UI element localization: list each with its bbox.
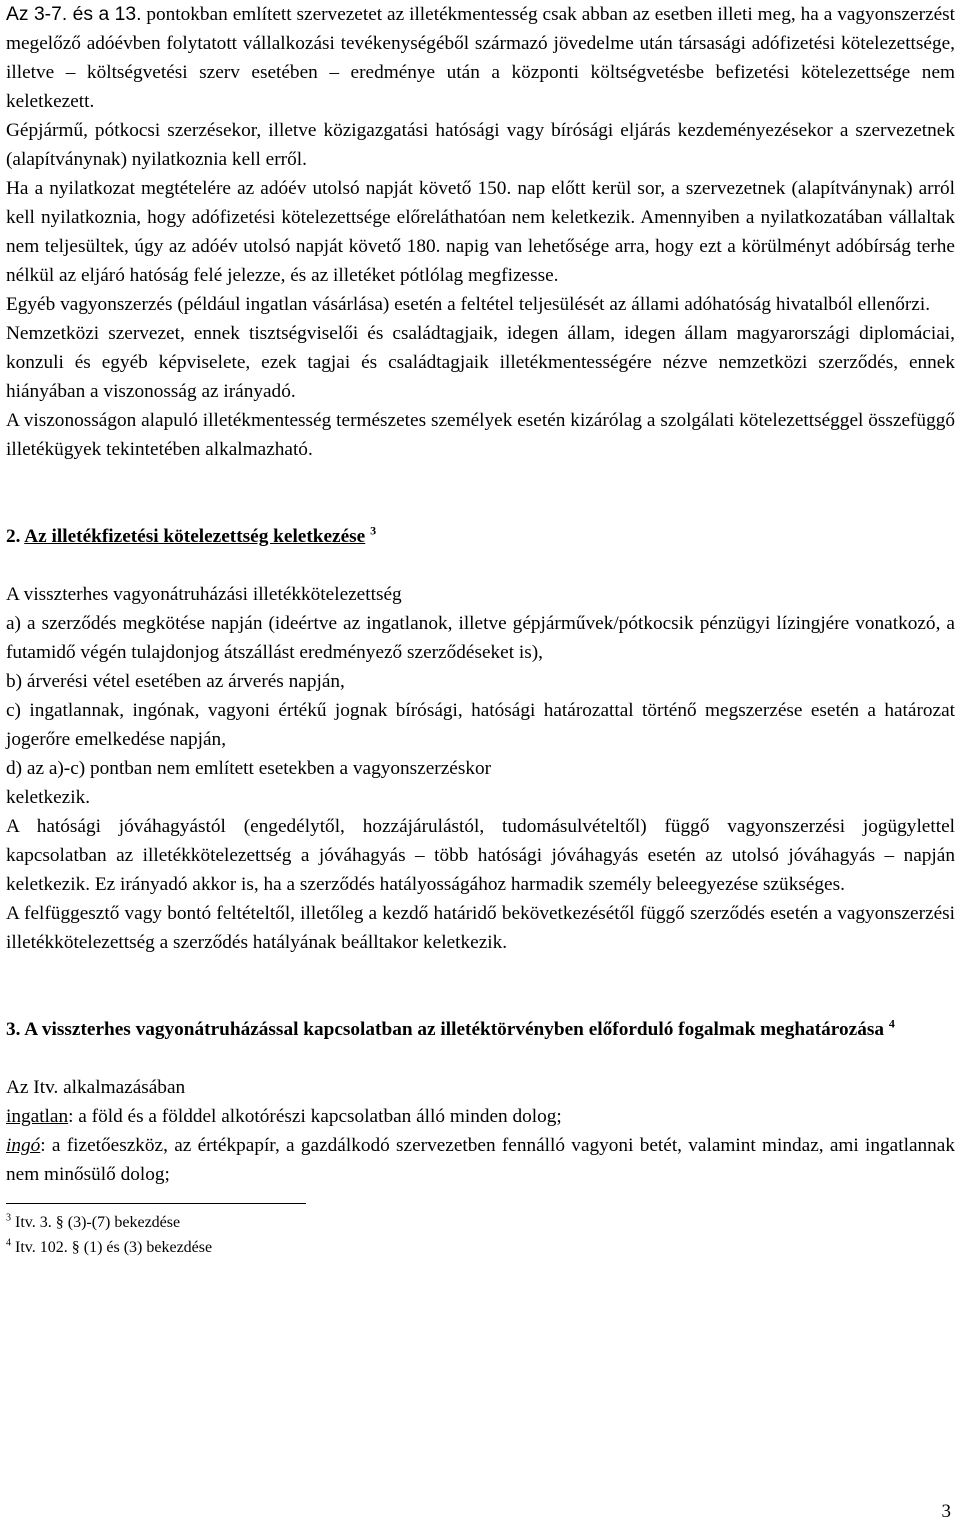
term-ingo: ingó [6,1135,41,1156]
paragraph-other-acquisition: Egyéb vagyonszerzés (például ingatlan vásárlása) esetén a feltétel teljesülését az állami adóhatóság hivatalból ellenőrzi. [6,294,931,315]
footnote-4-number: 4 [6,1237,11,1249]
section-3-lead: Az Itv. alkalmazásában [6,1077,186,1098]
paragraph-vehicle: Gépjármű, pótkocsi szerzésekor, illetve közigazgatási hatósági vagy bírósági eljárás kezdeményezésekor a szervezetnek (alapítványnak) nyilatkoznia kell erről. [6,120,955,170]
list-tail: keletkezik. [6,787,91,808]
term-ingatlan: ingatlan [6,1106,69,1127]
footnote-3-number: 3 [6,1212,11,1224]
footnote-ref-3[interactable]: 3 [370,523,377,538]
footnote-divider [6,1203,306,1204]
spacer [6,957,955,1015]
footnote-3 [6,1210,955,1235]
document-page [6,0,955,1533]
list-item-d: d) az a)-c) pontban nem említett esetekben a vagyonszerzéskor [6,758,492,779]
page-number: 3 [941,1501,951,1522]
section-2-title: Az illetékfizetési kötelezettség keletkezése [24,526,366,547]
list-item-c: c) ingatlannak, ingónak, vagyoni értékű jognak bírósági, hatósági határozattal történő megszerzése esetén a határozat jogerőre emelkedése napján, [6,700,955,750]
paragraph-international: Nemzetközi szervezet, ennek tisztségviselői és családtagjaik, idegen állam, idegen állam magyarországi diplomáciai, konzuli és egyéb képviselete, ezek tagjai és családtagjaik illetékmentességére nézve nemzetközi szerződés, ennek hiányában a viszonosság az irányadó. [6,323,955,402]
definition-ingo [6,1131,955,1189]
definition-ingatlan [6,1102,955,1131]
intro-prefix: Az 3-7. és a 13. [6,4,142,25]
list-item-a: a) a szerződés megkötése napján (ideértve az ingatlanok, illetve gépjárművek/pótkocsik pénzügyi lízingjére vonatkozó, a futamidő végén tulajdonjog átszállást eredményező szerződéseket is), [6,613,955,663]
paragraph-intro [6,0,955,116]
section-2-number: 2. [6,526,21,547]
footnote-ref-4[interactable]: 4 [888,1016,895,1031]
spacer [6,551,955,580]
section-3-heading [6,1015,955,1044]
paragraph-reciprocity: A viszonosságon alapuló illetékmentesség természetes személyek esetén kizárólag a szolgálati kötelezettséggel összefüggő illetékügyek tekintetében alkalmazható. [6,410,955,460]
footnote-3-text: Itv. 3. § (3)-(7) bekezdése [11,1214,181,1231]
paragraph-declaration: Ha a nyilatkozat megtételére az adóév utolsó napját követő 150. nap előtt kerül sor, a szervezetnek (alapítványnak) arról kell nyilatkoznia, hogy adófizetési kötelezettsége előreláthatóan nem keletkezik. Amennyiben a nyilatkozatában vállaltak nem teljesültek, úgy az adóév utolsó napját követő 180. napig van lehetősége arra, hogy ezt a körülményt adóbírság terhe nélkül az eljáró hatóság felé jelezze, és az illetéket pótlólag megfizesse. [6,178,955,286]
footnote-4 [6,1235,955,1260]
list-item-b: b) árverési vétel esetében az árverés napján, [6,671,345,692]
section-2-heading [6,522,955,551]
footnote-4-text: Itv. 102. § (1) és (3) bekezdése [11,1239,213,1256]
spacer [6,1044,955,1073]
section-3-title: 3. A visszterhes vagyonátruházással kapcsolatban az illetéktörvényben előforduló fogalmak meghatározása [6,1019,884,1040]
section-2-lead: A visszterhes vagyonátruházási illetékkötelezettség [6,584,402,605]
definition-ingo-text: : a fizetőeszköz, az értékpapír, a gazdálkodó szervezetben fennálló vagyoni betét, valamint mindaz, ami ingatlannak nem minősülő dolog; [6,1135,955,1185]
definition-ingatlan-text: : a föld és a földdel alkotórészi kapcsolatban álló minden dolog; [68,1106,562,1127]
paragraph-approval: A hatósági jóváhagyástól (engedélytől, hozzájárulástól, tudomásulvételtől) függő vagyonszerzési jogügylettel kapcsolatban az illetékkötelezettség a jóváhagyás – több hatósági jóváhagyás esetén az utolsó jóváhagyás – napján keletkezik. Ez irányadó akkor is, ha a szerződés hatályosságához harmadik személy beleegyezése szükséges. [6,816,955,895]
intro-rest: pontokban említett szervezetet az illetékmentesség csak abban az esetben illeti meg, ha a vagyonszerzést megelőző adóévben folytatott vállalkozási tevékenységéből származó jövedelme után társasági adófizetési kötelezettsége, illetve – költségvetési szerv esetében – eredménye után a központi költségvetésbe befizetési kötelezettsége nem keletkezett. [6,4,955,112]
paragraph-condition: A felfüggesztő vagy bontó feltételtől, illetőleg a kezdő határidő bekövetkezésétől függő szerződés esetén a vagyonszerzési illetékkötelezettség a szerződés hatályának beálltakor keletkezik. [6,903,955,953]
spacer [6,464,955,522]
